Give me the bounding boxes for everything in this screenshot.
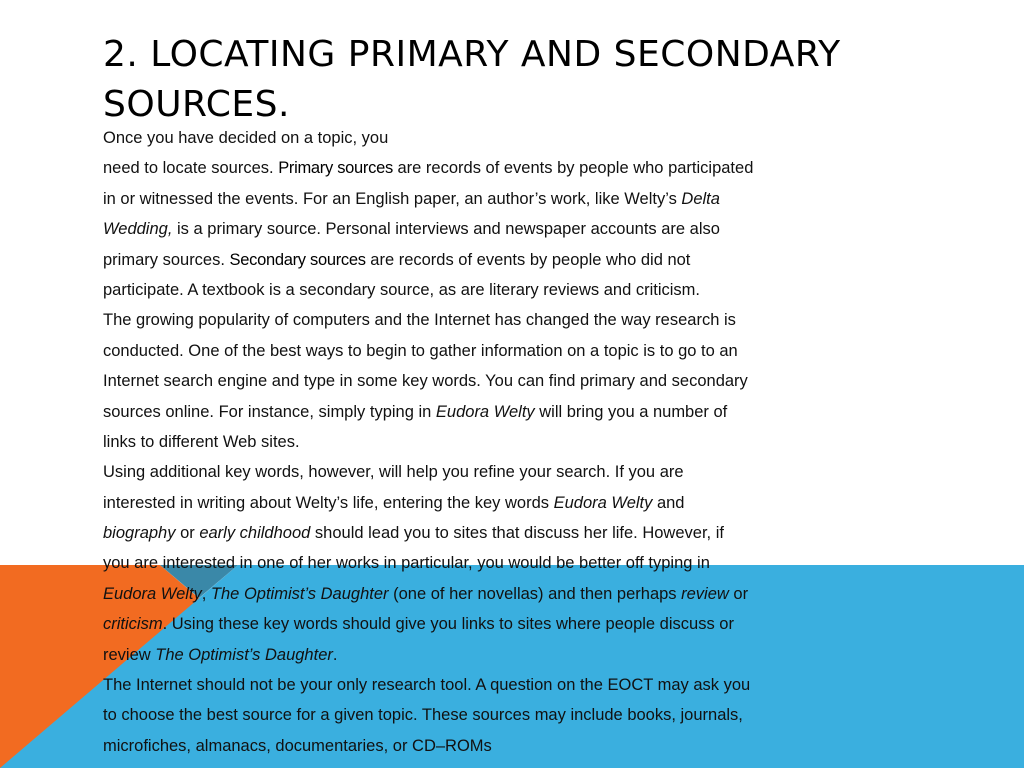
text-run: The growing popularity of computers and the Internet has changed the way research is xyxy=(103,311,736,330)
text-run: or xyxy=(175,524,200,543)
italic-keyword: early childhood xyxy=(199,524,311,543)
italic-title: The Optimist’s Daughter xyxy=(155,645,333,664)
text-run: sources online. For instance, simply typing in xyxy=(103,402,436,421)
text-run: participate. A textbook is a secondary source, as are literary reviews and criticism. xyxy=(103,280,701,299)
text-run: is a primary source. Personal interviews and newspaper accounts are also xyxy=(172,220,720,239)
text-run: . xyxy=(332,645,338,664)
body-line xyxy=(103,579,863,609)
slide-body-text xyxy=(103,123,863,761)
italic-title: Delta xyxy=(681,189,720,208)
body-line xyxy=(103,518,863,548)
body-line xyxy=(103,670,863,700)
text-run: microfiches, almanacs, documentaries, or CD–ROMs xyxy=(103,736,492,755)
text-run: conducted. One of the best ways to begin to gather information on a topic is to go to an xyxy=(103,341,738,360)
slide-title xyxy=(103,30,903,130)
body-line xyxy=(103,366,863,396)
body-line xyxy=(103,731,863,761)
text-run: and xyxy=(652,493,685,512)
italic-title: The Optimist’s Daughter xyxy=(210,584,389,603)
text-run: will bring you a number of xyxy=(534,402,728,421)
text-run: primary sources. xyxy=(103,250,230,269)
body-line xyxy=(103,336,863,366)
italic-keyword: Eudora Welty xyxy=(553,493,653,512)
body-line xyxy=(103,214,863,244)
body-line xyxy=(103,548,863,578)
italic-keyword: biography xyxy=(103,524,176,543)
body-line xyxy=(103,427,863,457)
body-line xyxy=(103,275,863,305)
text-run: are records of events by people who participated xyxy=(392,159,754,178)
text-run: interested in writing about Welty’s life, entering the key words xyxy=(103,493,554,512)
term-primary-sources: Primary sources xyxy=(278,159,393,178)
text-run: (one of her novellas) and then perhaps xyxy=(388,584,682,603)
text-run: . Using these key words should give you links to sites where people discuss or xyxy=(162,615,734,634)
text-run: Internet search engine and type in some key words. You can find primary and secondary xyxy=(103,372,748,391)
body-line xyxy=(103,457,863,487)
text-run: you are interested in one of her works in particular, you would be better off typing in xyxy=(103,554,710,573)
italic-keyword: Eudora Welty xyxy=(435,402,535,421)
italic-keyword: criticism xyxy=(103,615,163,634)
body-line xyxy=(103,700,863,730)
body-line xyxy=(103,305,863,335)
body-line xyxy=(103,609,863,639)
title-line-2: SOURCES. xyxy=(103,84,290,125)
text-run: review xyxy=(103,645,156,664)
text-run: are records of events by people who did not xyxy=(365,250,691,269)
text-run: or xyxy=(728,584,749,603)
italic-title: Wedding, xyxy=(103,220,173,239)
text-run: Using additional key words, however, will help you refine your search. If you are xyxy=(103,463,684,482)
text-run: in or witnessed the events. For an English paper, an author’s work, like Welty’s xyxy=(103,189,682,208)
italic-keyword: Eudora Welty xyxy=(103,584,202,603)
text-run: Once you have decided on a topic, you xyxy=(103,129,389,147)
text-run: need to locate sources. xyxy=(103,159,279,178)
text-run: links to different Web sites. xyxy=(103,432,300,451)
body-line xyxy=(103,488,863,518)
text-run: to choose the best source for a given topic. These sources may include books, journals, xyxy=(103,706,743,725)
body-line xyxy=(103,123,863,153)
italic-keyword: review xyxy=(681,584,729,603)
text-run: , xyxy=(201,584,211,603)
text-run: should lead you to sites that discuss her life. However, if xyxy=(310,524,724,543)
title-line-1: 2. LOCATING PRIMARY AND SECONDARY xyxy=(103,34,841,75)
body-line xyxy=(103,153,863,183)
body-line xyxy=(103,397,863,427)
body-line xyxy=(103,184,863,214)
body-line xyxy=(103,245,863,275)
text-run: The Internet should not be your only research tool. A question on the EOCT may ask you xyxy=(103,676,751,695)
term-secondary-sources: Secondary sources xyxy=(229,250,366,269)
body-line xyxy=(103,640,863,670)
